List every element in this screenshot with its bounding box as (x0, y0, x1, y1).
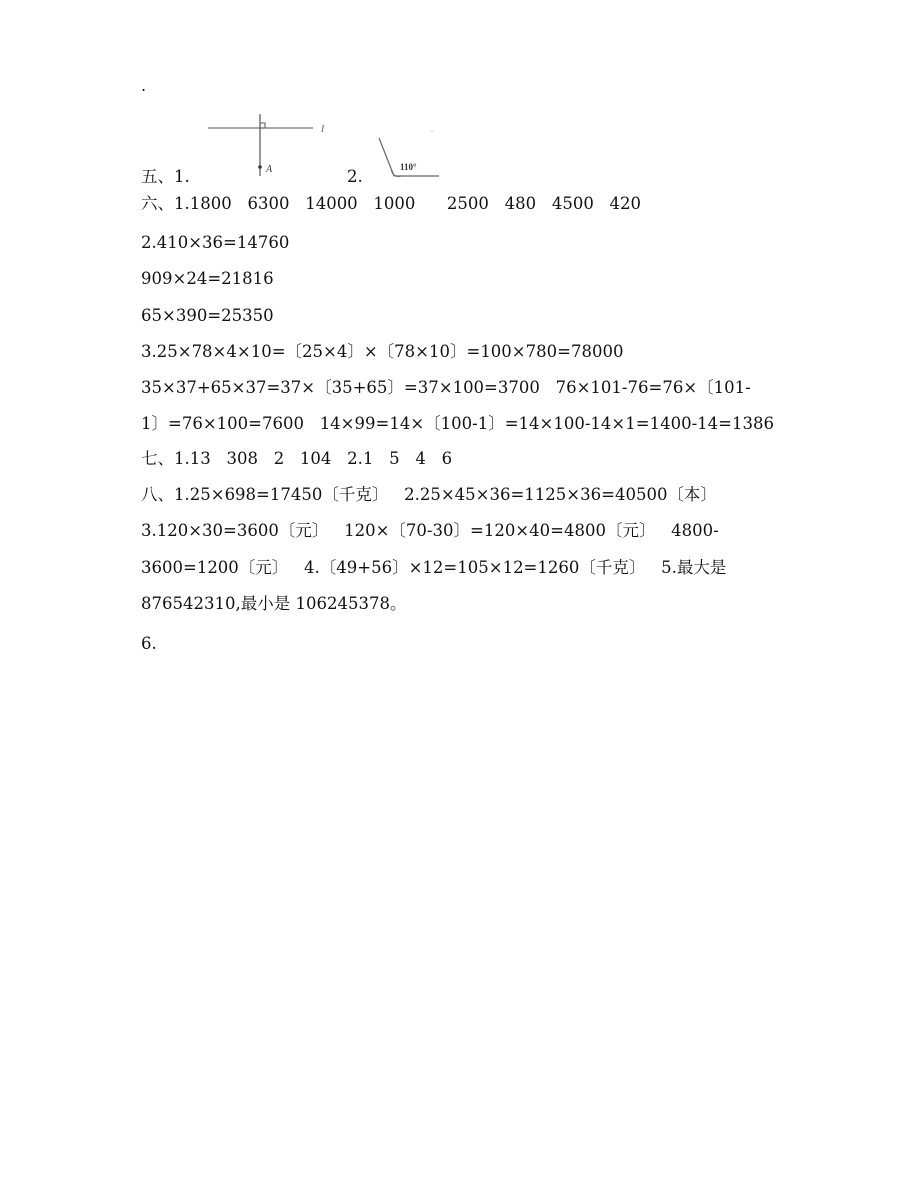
answer-line: 3.120×30=3600〔元〕 120×〔70-30〕=120×40=4800〔元〕 4800- (141, 521, 719, 540)
point-label: A (266, 164, 273, 175)
answer-line: 65×390=25350 (141, 306, 274, 325)
angle-figure (375, 124, 445, 184)
answer-line: 八、1.25×698=17450〔千克〕 2.25×45×36=1125×36=40500〔本〕 (141, 485, 717, 504)
answer-line: 35×37+65×37=37×〔35+65〕=37×100=3700 76×101-76=76×〔101- (141, 378, 751, 397)
answer-line: 909×24=21816 (141, 269, 274, 288)
section-5-label: 五、1. (141, 167, 190, 186)
answer-line: 2.410×36=14760 (141, 233, 290, 252)
angle-label: 110° (400, 162, 417, 172)
line-label: l (321, 123, 325, 135)
answer-line: 6. (141, 634, 157, 653)
header-mark: . (141, 76, 147, 95)
section-5-item-2: 2. (347, 167, 363, 186)
answer-line: 六、1.1800 6300 14000 1000 2500 480 4500 420 (141, 194, 642, 213)
perpendicular-figure (205, 112, 335, 182)
answer-line: 七、1.13 308 2 104 2.1 5 4 6 (141, 449, 453, 468)
answer-line: 1〕=76×100=7600 14×99=14×〔100-1〕=14×100-14×1=1400-14=1386 (141, 414, 774, 433)
answer-line: 3600=1200〔元〕 4.〔49+56〕×12=105×12=1260〔千克〕 5.最大是 (141, 558, 727, 577)
answer-line: 876542310,最小是 106245378。 (141, 594, 407, 613)
answer-line: 3.25×78×4×10=〔25×4〕×〔78×10〕=100×780=78000 (141, 342, 624, 361)
